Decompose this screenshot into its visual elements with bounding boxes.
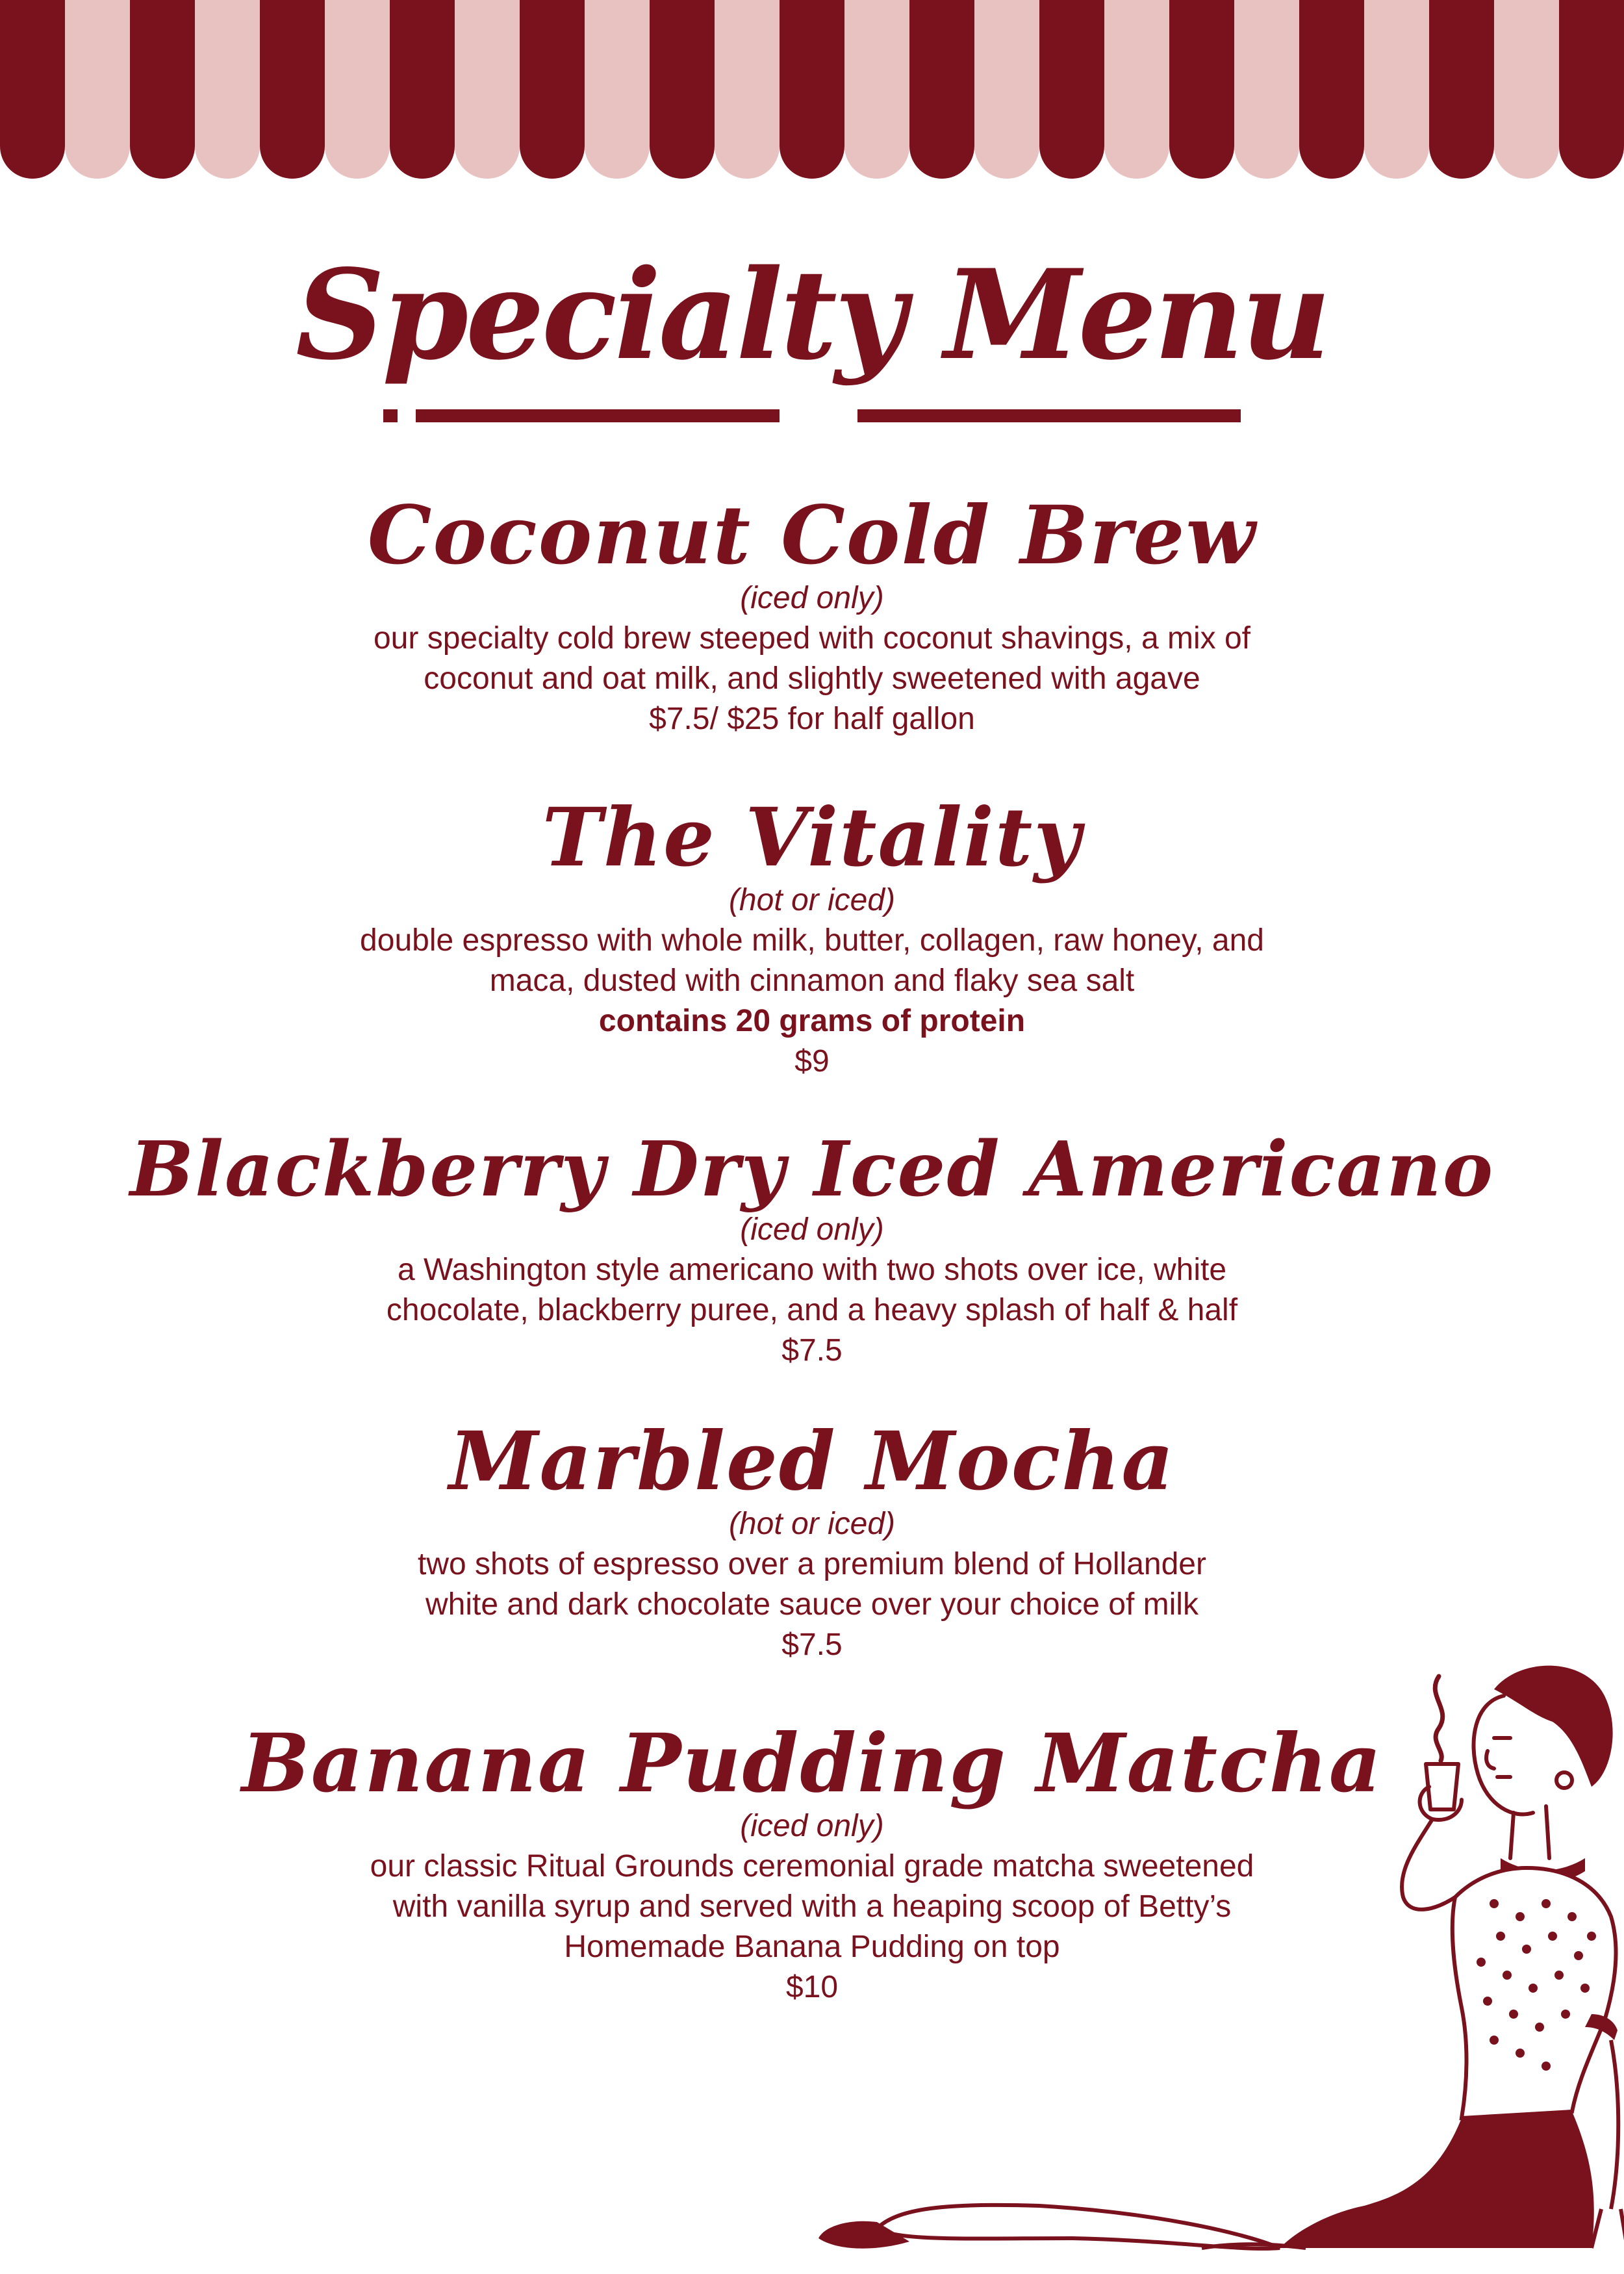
page-title: Specialty Menu [296, 242, 1328, 387]
awning-stripes [0, 0, 1624, 195]
item-description-line: with vanilla syrup and served with a heaping scoop of Betty’s [392, 1889, 1232, 1924]
awning-stripe [390, 0, 455, 179]
item-note: (iced only) [740, 1809, 884, 1844]
awning-stripe [585, 0, 650, 179]
awning-stripe [1169, 0, 1234, 179]
item-note: (hot or iced) [728, 1507, 896, 1542]
awning-stripe [780, 0, 844, 179]
item-price: $7.5 [781, 1333, 843, 1368]
item-note: (iced only) [740, 581, 884, 616]
item-description-line: maca, dusted with cinnamon and flaky sea salt [489, 964, 1135, 999]
awning-stripe [65, 0, 130, 179]
awning-stripe [1494, 0, 1559, 179]
item-description-line: coconut and oat milk, and slightly sweetened with agave [424, 661, 1200, 696]
awning-stripe [844, 0, 909, 179]
item-description-line: Homemade Banana Pudding on top [564, 1930, 1060, 1965]
title-block [0, 242, 1624, 387]
item-name: Blackberry Dry Iced Americano [129, 1125, 1495, 1214]
awning-stripe [1104, 0, 1169, 179]
awning-stripe [260, 0, 325, 179]
awning-stripe [1039, 0, 1104, 179]
awning-graphic [0, 0, 1624, 195]
item-price: $7.5/ $25 for half gallon [649, 702, 975, 737]
awning-stripe [325, 0, 390, 179]
item-name: Banana Pudding Matcha [241, 1717, 1383, 1811]
item-protein-note: contains 20 grams of protein [598, 1004, 1026, 1039]
item-description-line: white and dark chocolate sauce over your choice of milk [425, 1587, 1199, 1622]
item-description-line: a Washington style americano with two shots over ice, white [397, 1252, 1227, 1287]
item-description-line: two shots of espresso over a premium blend of Hollander [418, 1547, 1206, 1582]
item-price: $10 [785, 1970, 839, 2005]
awning-stripe [974, 0, 1039, 179]
item-description-line: our classic Ritual Grounds ceremonial grade matcha sweetened [370, 1849, 1254, 1884]
item-note: (iced only) [740, 1212, 884, 1247]
menu-item [97, 1125, 1527, 1371]
awning-stripe [1299, 0, 1364, 179]
awning-stripe [520, 0, 585, 179]
menu-item [97, 791, 1527, 1082]
lady-with-coffee-cup-illustration [747, 1624, 1624, 2274]
awning-stripe [650, 0, 715, 179]
awning-stripe [130, 0, 195, 179]
awning-stripe [909, 0, 974, 179]
awning-stripe [1364, 0, 1429, 179]
item-price: $9 [794, 1044, 830, 1079]
item-description-line: double espresso with whole milk, butter, collagen, raw honey, and [360, 923, 1264, 958]
item-description-line: chocolate, blackberry puree, and a heavy splash of half & half [386, 1292, 1238, 1327]
item-name: Marbled Mocha [449, 1414, 1175, 1509]
awning-stripe [0, 0, 65, 179]
item-name: Coconut Cold Brew [367, 489, 1257, 583]
item-price: $7.5 [781, 1628, 843, 1663]
item-description-line: our specialty cold brew steeped with coconut shavings, a mix of [373, 621, 1251, 656]
menu-item [97, 489, 1527, 739]
awning-stripe [1559, 0, 1624, 179]
awning-stripe [455, 0, 520, 179]
awning-stripe [715, 0, 780, 179]
awning-stripe [1234, 0, 1299, 179]
title-underline [0, 403, 1624, 429]
item-name: The Vitality [542, 791, 1082, 885]
item-note: (hot or iced) [728, 883, 896, 918]
awning-stripe [1429, 0, 1494, 179]
awning-stripe [195, 0, 260, 179]
